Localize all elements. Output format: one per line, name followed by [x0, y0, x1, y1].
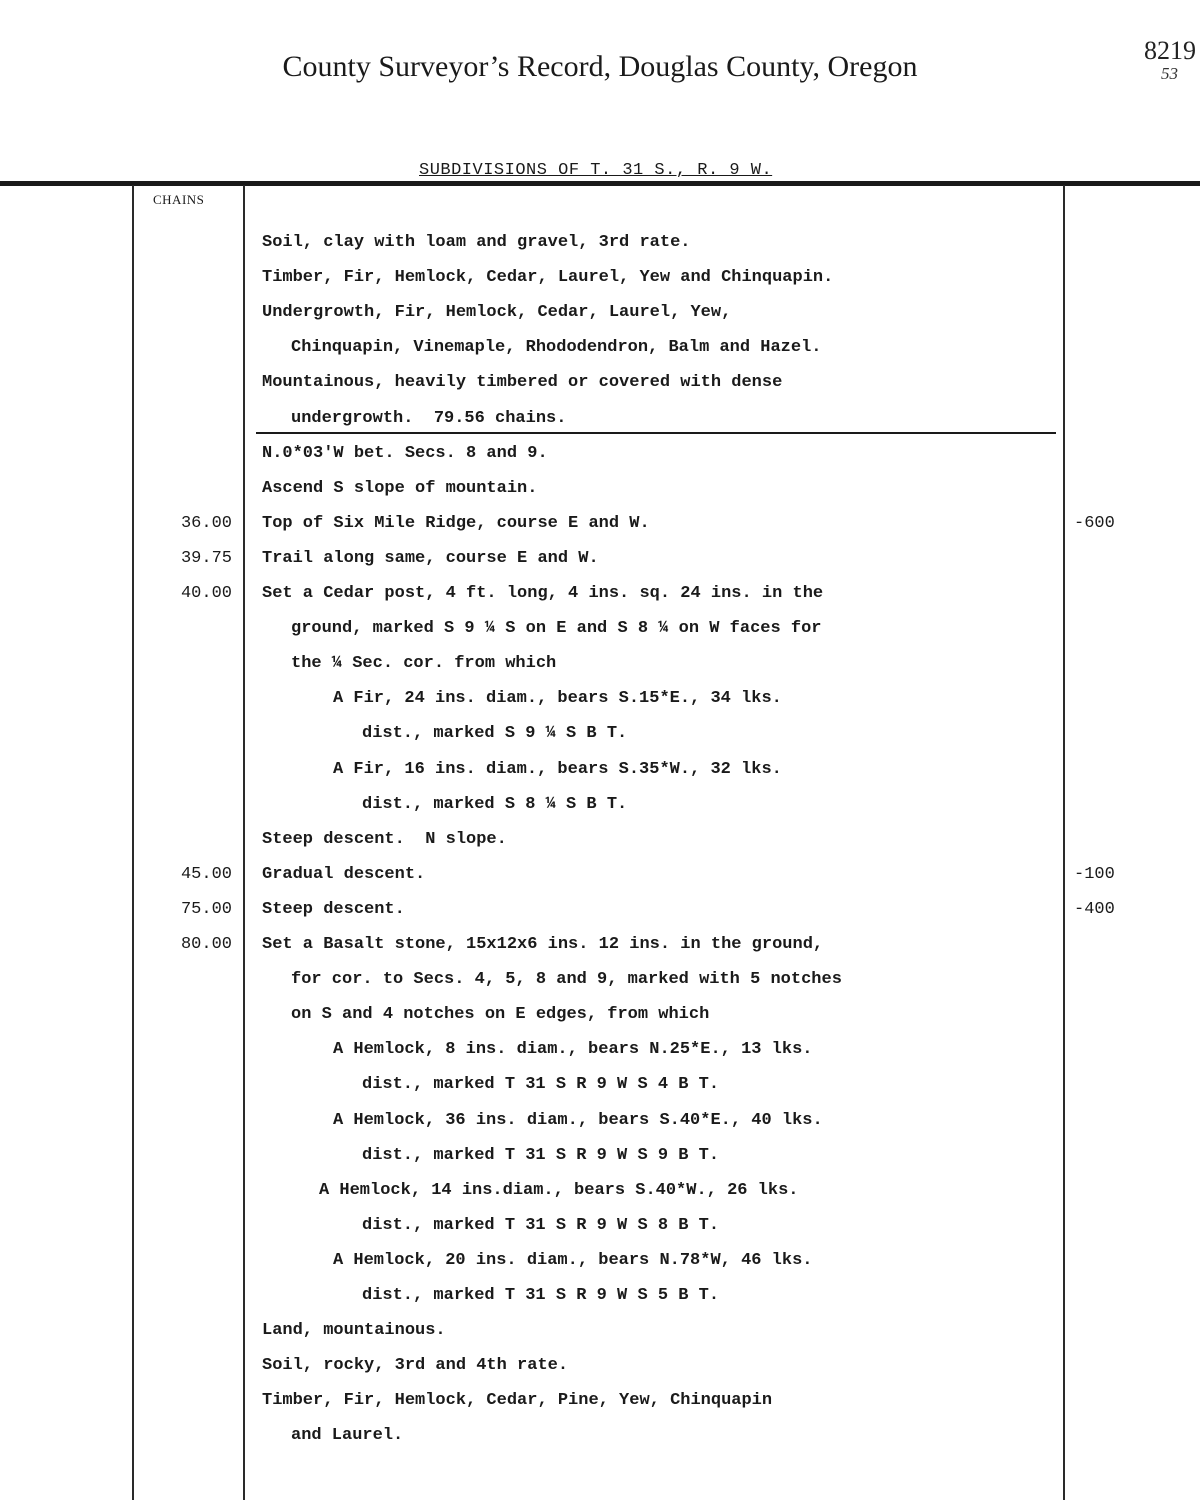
note-row — [0, 892, 1200, 927]
note-text: Top of Six Mile Ridge, course E and W. — [262, 513, 650, 533]
note-row — [0, 295, 1200, 330]
note-row — [0, 401, 1200, 436]
note-row — [0, 611, 1200, 646]
note-row — [0, 787, 1200, 822]
note-row — [0, 1313, 1200, 1348]
note-text: dist., marked S 9 ¼ S B T. — [362, 724, 628, 744]
chain-value: 45.00 — [180, 864, 232, 884]
note-text: Steep descent. N slope. — [262, 829, 507, 849]
note-text: A Hemlock, 20 ins. diam., bears N.78*W, 46 lks. — [333, 1250, 813, 1270]
page-number: 8219 — [1144, 36, 1196, 65]
note-row — [0, 260, 1200, 295]
elevation-value: -600 — [1074, 513, 1115, 533]
note-row — [0, 436, 1200, 471]
page-title: County Surveyor’s Record, Douglas County, Oregon — [282, 50, 918, 83]
note-row — [0, 1032, 1200, 1067]
note-row — [0, 576, 1200, 611]
chain-value: 75.00 — [180, 899, 232, 919]
section-heading: SUBDIVISIONS OF T. 31 S., R. 9 W. — [419, 161, 773, 180]
page-subnumber: 53 — [1161, 64, 1178, 83]
note-row — [0, 471, 1200, 506]
note-row — [0, 330, 1200, 365]
note-text: Set a Cedar post, 4 ft. long, 4 ins. sq. 24 ins. in the — [262, 584, 824, 603]
elevation-value: -100 — [1074, 864, 1115, 884]
chain-value: 36.00 — [180, 513, 232, 533]
note-text: on S and 4 notches on E edges, from which — [291, 1005, 710, 1025]
chains-column-header: CHAINS — [153, 192, 205, 207]
note-row — [0, 752, 1200, 787]
note-text: dist., marked T 31 S R 9 W S 8 B T. — [362, 1215, 720, 1235]
note-text: Gradual descent. — [262, 864, 426, 884]
note-text: Timber, Fir, Hemlock, Cedar, Laurel, Yew and Chinquapin. — [262, 268, 834, 288]
note-text: Soil, rocky, 3rd and 4th rate. — [262, 1356, 569, 1376]
note-text: undergrowth. 79.56 chains. — [291, 408, 567, 428]
note-text: A Hemlock, 36 ins. diam., bears S.40*E., 40 lks. — [333, 1110, 823, 1130]
note-row — [0, 1138, 1200, 1173]
note-row — [0, 822, 1200, 857]
note-row — [0, 857, 1200, 892]
note-row — [0, 1348, 1200, 1383]
note-row — [0, 716, 1200, 751]
note-row — [0, 646, 1200, 681]
elevation-value: -400 — [1074, 899, 1115, 919]
note-row — [0, 1103, 1200, 1138]
note-text: for cor. to Secs. 4, 5, 8 and 9, marked with 5 notches — [291, 970, 842, 990]
note-text: Set a Basalt stone, 15x12x6 ins. 12 ins. in the ground, — [262, 935, 824, 954]
note-row — [0, 506, 1200, 541]
top-rule — [0, 181, 1200, 186]
note-row — [0, 681, 1200, 716]
note-text: and Laurel. — [291, 1426, 404, 1446]
note-text: ground, marked S 9 ¼ S on E and S 8 ¼ on W faces for — [291, 619, 822, 639]
note-row — [0, 1243, 1200, 1278]
note-text: Timber, Fir, Hemlock, Cedar, Pine, Yew, Chinquapin — [262, 1391, 773, 1411]
note-text: Soil, clay with loam and gravel, 3rd rate. — [262, 233, 691, 252]
note-text: A Hemlock, 8 ins. diam., bears N.25*E., 13 lks. — [333, 1040, 813, 1060]
note-text: A Fir, 24 ins. diam., bears S.15*E., 34 lks. — [333, 689, 782, 709]
chain-value: 40.00 — [180, 584, 232, 603]
note-text: Trail along same, course E and W. — [262, 548, 599, 568]
note-text: Undergrowth, Fir, Hemlock, Cedar, Laurel, Yew, — [262, 303, 732, 323]
note-text: dist., marked T 31 S R 9 W S 4 B T. — [362, 1075, 720, 1095]
note-text: Mountainous, heavily timbered or covered with dense — [262, 373, 783, 393]
chain-value: 80.00 — [180, 935, 232, 954]
note-row — [0, 1208, 1200, 1243]
note-row — [0, 927, 1200, 962]
note-text: A Hemlock, 14 ins.diam., bears S.40*W., 26 lks. — [319, 1180, 799, 1200]
note-text: dist., marked T 31 S R 9 W S 5 B T. — [362, 1286, 720, 1305]
note-row — [0, 1067, 1200, 1102]
note-text: the ¼ Sec. cor. from which — [291, 654, 557, 674]
note-row — [0, 1383, 1200, 1418]
note-text: A Fir, 16 ins. diam., bears S.35*W., 32 lks. — [333, 759, 782, 779]
note-row — [0, 1278, 1200, 1313]
note-text: Steep descent. — [262, 899, 405, 919]
note-row — [0, 225, 1200, 260]
note-row — [0, 962, 1200, 997]
note-row — [0, 1173, 1200, 1208]
note-row — [0, 365, 1200, 400]
note-text: Chinquapin, Vinemaple, Rhododendron, Balm and Hazel. — [291, 338, 822, 358]
note-text: dist., marked T 31 S R 9 W S 9 B T. — [362, 1145, 720, 1165]
note-text: Land, mountainous. — [262, 1321, 446, 1341]
note-row — [0, 997, 1200, 1032]
note-text: dist., marked S 8 ¼ S B T. — [362, 794, 628, 814]
chain-value: 39.75 — [180, 548, 232, 568]
note-row — [0, 541, 1200, 576]
note-text: N.0*03'W bet. Secs. 8 and 9. — [262, 443, 548, 463]
note-row — [0, 1418, 1200, 1453]
note-text: Ascend S slope of mountain. — [262, 478, 538, 498]
